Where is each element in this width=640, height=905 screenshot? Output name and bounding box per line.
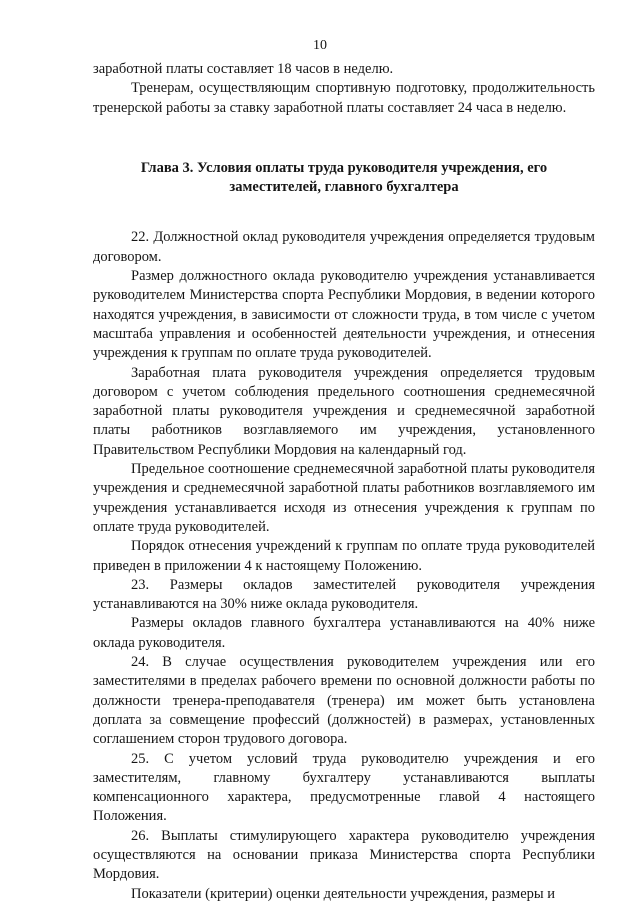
paragraph-23: 23. Размеры окладов заместителей руководителя учреждения устанавливаются на 30% ниже оклада руководителя. (93, 576, 595, 613)
chapter-heading: Глава 3. Условия оплаты труда руководителя учреждения, его заместителей, главного бухгалтера (140, 159, 548, 196)
paragraph-ratio: Предельное соотношение среднемесячной заработной платы руководителя учреждения и среднемесячной заработной платы работников возглавляемого им учреждения устанавливается исходя из отнесения учреждения к группам по оплате труда руководителей. (93, 461, 595, 535)
paragraph-26: 26. Выплаты стимулирующего характера руководителю учреждения осуществляются на основании приказа Министерства спорта Республики Мордовия. (93, 827, 595, 883)
paragraph-22: 22. Должностной оклад руководителя учреждения определяется трудовым договором. (93, 229, 595, 265)
paragraph-trainers: Тренерам, осуществляющим спортивную подготовку, продолжительность тренерской работы за ставку заработной платы составляет 24 часа в неделю. (93, 80, 595, 116)
paragraph-salary-contract: Заработная плата руководителя учреждения определяется трудовым договором с учетом соблюдения предельного соотношения среднемесячной заработной платы руководителя учреждения и среднемесячной заработной платы работников возглавляемого им учреждения, установленного Правительством Республики Мордовия на календарный год. (93, 364, 595, 458)
paragraph-continuation: заработной платы составляет 18 часов в неделю. (93, 61, 394, 77)
document-body (93, 60, 595, 904)
paragraph-25: 25. С учетом условий труда руководителю учреждения и его заместителям, главному бухгалтеру устанавливаются выплаты компенсационного характера, предусмотренные главой 4 настоящего Положения. (93, 750, 595, 825)
paragraph-chief-accountant: Размеры окладов главного бухгалтера устанавливаются на 40% ниже оклада руководителя. (93, 615, 595, 651)
paragraph-salary-size: Размер должностного оклада руководителю учреждения устанавливается руководителем Министерства спорта Республики Мордовия, в ведении которого находятся учреждения, в зависимости от сложности труда, в том числе с учетом масштаба управления и особенностей деятельности учреждения, и отнесения учреждения к группам по оплате труда руководителей. (93, 268, 595, 362)
paragraph-indicators: Показатели (критерии) оценки деятельности учреждения, размеры и (131, 885, 556, 902)
paragraph-24: 24. В случае осуществления руководителем учреждения или его заместителями в пределах рабочего времени по основной должности работы по должности тренера-преподавателя (тренера) им может быть установлена доплата за совмещение профессий (должностей) в размерах, установленных соглашением сторон трудового договора. (93, 654, 595, 748)
paragraph-groups: Порядок отнесения учреждений к группам по оплате труда руководителей приведен в приложении 4 к настоящему Положению. (93, 538, 595, 574)
page-number: 10 (313, 38, 327, 53)
